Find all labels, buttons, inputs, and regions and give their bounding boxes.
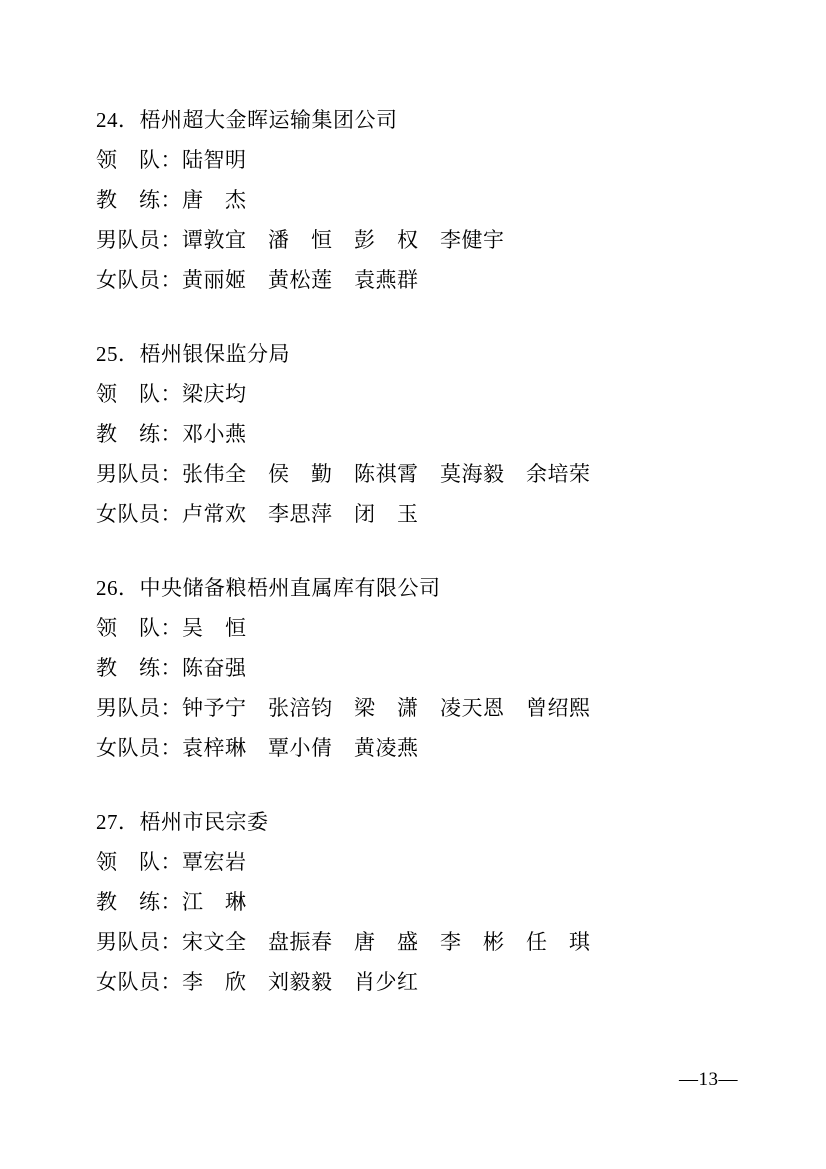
team-male-players-value: 钟予宁 张涪钧 梁 潇 凌天恩 曾绍熙 <box>182 696 591 720</box>
team-coach-line <box>96 414 736 454</box>
team-number: 24． <box>96 108 140 132</box>
team-male-players-value: 谭敦宜 潘 恒 彭 权 李健宇 <box>182 228 505 252</box>
team-female-players-label: 女队员： <box>96 970 182 994</box>
team-female-players-label: 女队员： <box>96 502 182 526</box>
team-leader-value: 吴 恒 <box>182 616 247 640</box>
team-coach-label: 教 练： <box>96 656 182 680</box>
team-leader-label: 领 队： <box>96 148 182 172</box>
team-female-players-value: 黄丽姬 黄松莲 袁燕群 <box>182 268 419 292</box>
team-leader-line <box>96 842 736 882</box>
page-number: —13— <box>679 1069 738 1090</box>
team-female-players-label: 女队员： <box>96 268 182 292</box>
team-leader-label: 领 队： <box>96 616 182 640</box>
team-entry <box>96 802 736 1002</box>
team-org-name: 梧州银保监分局 <box>139 342 290 366</box>
team-leader-label: 领 队： <box>96 382 182 406</box>
team-leader-value: 陆智明 <box>182 148 247 172</box>
team-male-players-line <box>96 688 736 728</box>
team-male-players-label: 男队员： <box>96 462 182 486</box>
team-coach-value: 邓小燕 <box>182 422 247 446</box>
team-male-players-line <box>96 220 736 260</box>
team-female-players-value: 李 欣 刘毅毅 肖少红 <box>182 970 419 994</box>
team-number: 26． <box>96 576 140 600</box>
team-male-players-value: 宋文全 盘振春 唐 盛 李 彬 任 琪 <box>182 930 591 954</box>
team-coach-line <box>96 648 736 688</box>
team-entry <box>96 334 736 534</box>
team-female-players-line <box>96 728 736 768</box>
team-coach-value: 江 琳 <box>182 890 247 914</box>
document-body <box>96 100 736 1002</box>
team-org-name: 梧州超大金晖运输集团公司 <box>139 108 398 132</box>
team-leader-line <box>96 374 736 414</box>
team-leader-label: 领 队： <box>96 850 182 874</box>
team-org-name: 中央储备粮梧州直属库有限公司 <box>139 576 441 600</box>
team-number: 25． <box>96 342 140 366</box>
team-male-players-label: 男队员： <box>96 696 182 720</box>
team-coach-label: 教 练： <box>96 422 182 446</box>
team-title-line <box>96 568 736 608</box>
team-coach-value: 陈奋强 <box>182 656 247 680</box>
team-female-players-label: 女队员： <box>96 736 182 760</box>
team-female-players-line <box>96 494 736 534</box>
team-female-players-line <box>96 260 736 300</box>
team-entry <box>96 568 736 768</box>
team-male-players-line <box>96 454 736 494</box>
team-coach-line <box>96 882 736 922</box>
team-female-players-line <box>96 962 736 1002</box>
team-leader-value: 覃宏岩 <box>182 850 247 874</box>
team-male-players-value: 张伟全 侯 勤 陈祺霄 莫海毅 余培荣 <box>182 462 591 486</box>
team-female-players-value: 袁梓琳 覃小倩 黄凌燕 <box>182 736 419 760</box>
team-leader-line <box>96 140 736 180</box>
team-org-name: 梧州市民宗委 <box>139 810 269 834</box>
team-male-players-label: 男队员： <box>96 930 182 954</box>
team-leader-line <box>96 608 736 648</box>
team-title-line <box>96 334 736 374</box>
team-number: 27． <box>96 810 140 834</box>
team-coach-label: 教 练： <box>96 890 182 914</box>
team-leader-value: 梁庆均 <box>182 382 247 406</box>
team-entry <box>96 100 736 300</box>
team-coach-label: 教 练： <box>96 188 182 212</box>
team-female-players-value: 卢常欢 李思萍 闭 玉 <box>182 502 419 526</box>
team-title-line <box>96 100 736 140</box>
team-male-players-label: 男队员： <box>96 228 182 252</box>
team-male-players-line <box>96 922 736 962</box>
team-title-line <box>96 802 736 842</box>
team-coach-line <box>96 180 736 220</box>
team-coach-value: 唐 杰 <box>182 188 247 212</box>
